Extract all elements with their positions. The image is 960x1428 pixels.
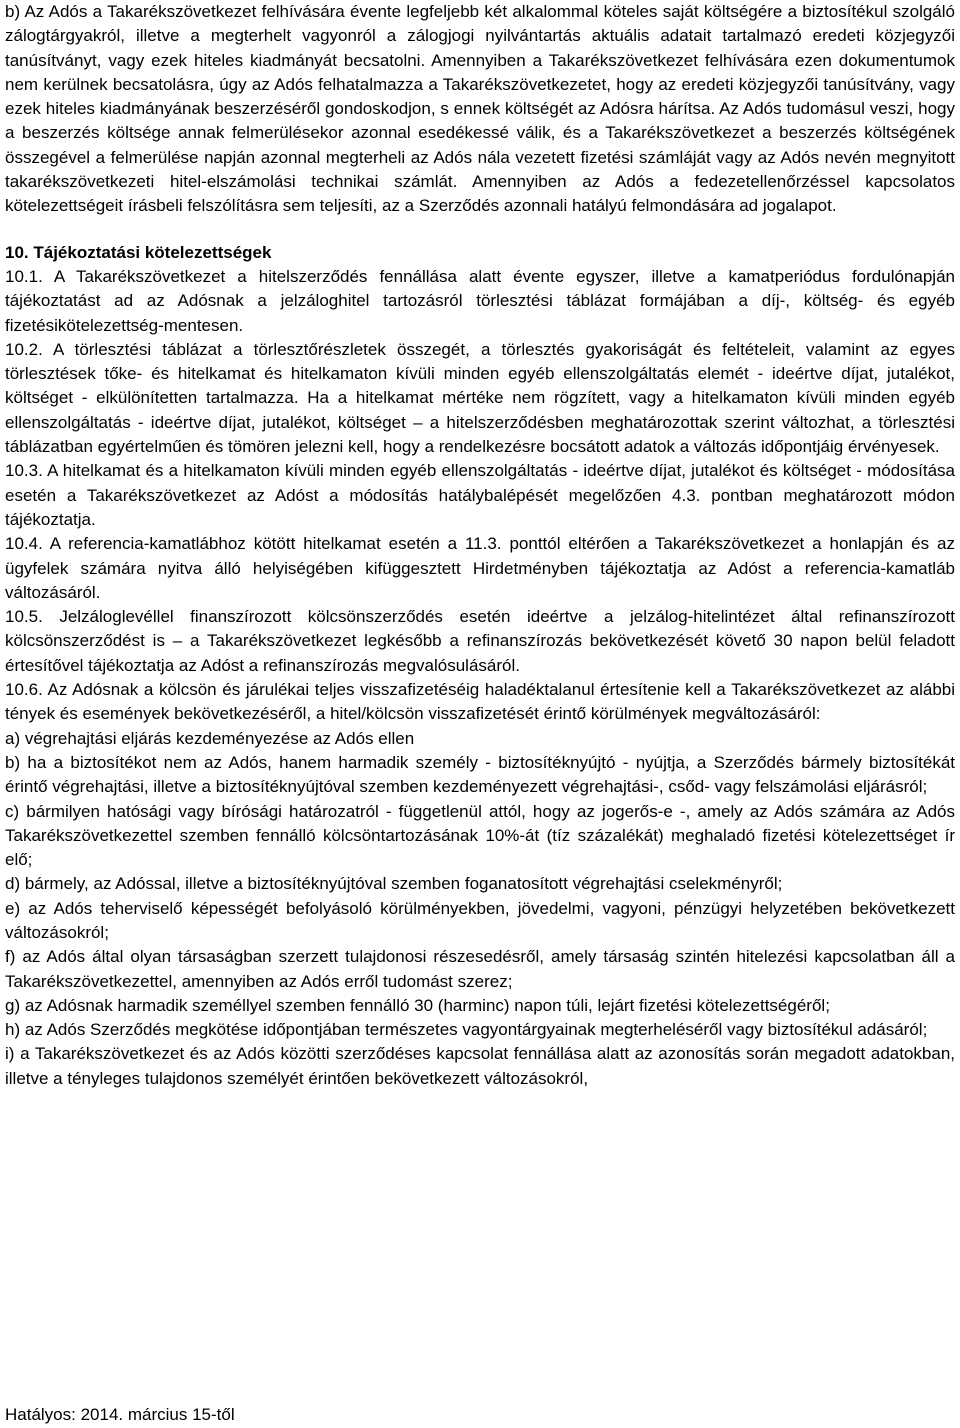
section-heading: 10. Tájékoztatási kötelezettségek <box>5 242 272 262</box>
list-item-f: f) az Adós által olyan társaságban szerzett tulajdonosi részesedésről, amely társaság szintén hitelezési kapcsolatban áll a Takarékszövetkezettel, amennyiben az Adós erről tudomást szerez; <box>5 947 955 991</box>
intro-paragraph: b) Az Adós a Takarékszövetkezet felhívására évente legfeljebb két alkalommal köteles saját költségére a biztosítékul szolgáló zálogtárgyakról, illetve a megterhelt vagyonról a zálogjogi nyilvántartás aktuális adatait tartalmazó eredeti közjegyzői tanúsítványt, vagy ezek hiteles kiadmányát becsatolni. Amennyiben a Takarékszövetkezet felhívására ezen dokumentumok nem kerülnek becsatolásra, úgy az Adós felhatalmazza a Takarékszövetkezetet, hogy az eredeti közjegyzői tanúsítvány, vagy ezek hiteles kiadmányának beszerzéséről gondoskodjon, s ennek költségét az Adósra hárítsa. Az Adós tudomásul veszi, hogy a beszerzés költsége annak felmerülésekor azonnal esedékessé válik, és a Takarékszövetkezet a beszerzés költségének összegével a felmerülése napján azonnal megterheli az Adós nála vezetett fizetési számláját vagy az Adós nevén megnyitott takarékszövetkezeti hitel-elszámolási technikai számlát. Amennyiben az Adós a fedezetellenőrzéssel kapcsolatos kötelezettségeit írásbeli felszólításra sem teljesíti, az a Szerződés azonnali hatályú felmondására ad jogalapot. <box>5 2 955 216</box>
paragraph-10-5: 10.5. Jelzáloglevéllel finanszírozott kölcsönszerződés esetén ideértve a jelzálog-hitelintézet által refinanszírozott kölcsönszerződést is – a Takarékszövetkezet legkésőbb a refinanszírozás bekövetkezését követő 30 napon belül feladott értesítővel tájékoztatja az Adóst a refinanszírozás megvalósulásáról. <box>5 607 955 675</box>
list-item-i: i) a Takarékszövetkezet és az Adós közötti szerződéses kapcsolat fennállása alatt az azonosítás során megadott adatokban, illetve a tényleges tulajdonos személyét érintően bekövetkezett változásokról, <box>5 1044 955 1088</box>
paragraph-10-2: 10.2. A törlesztési táblázat a törlesztőrészletek összegét, a törlesztés gyakoriságát és feltételeit, valamint az egyes törlesztések tőke- és hitelkamat és hitelkamaton kívüli minden egyéb ellenszolgáltatás elemét - ideértve díjat, jutalékot, költséget - elkülönítetten tartalmazza. Ha a hitelkamat mértéke nem rögzített, vagy a hitelkamaton kívüli minden egyéb ellenszolgáltatás - ideértve díjat, jutalékot, költséget – a hitelszerződésben meghatározottak szerint változhat, a törlesztési táblázatban egyértelműen és tömören jelezni kell, hogy a rendelkezésre bocsátott adatok a változás időpontjáig érvényesek. <box>5 339 955 457</box>
list-item-a: a) végrehajtási eljárás kezdeményezése az Adós ellen <box>5 728 415 748</box>
list-item-g: g) az Adósnak harmadik személlyel szemben fennálló 30 (harminc) napon túli, lejárt fizetési kötelezettségéről; <box>5 995 830 1015</box>
footer-effective-date: Hatályos: 2014. március 15-től <box>5 1405 235 1424</box>
list-item-h: h) az Adós Szerződés megkötése időpontjában természetes vagyontárgyainak megterheléséről vagy biztosítékul adásáról; <box>5 1020 928 1040</box>
paragraph-10-1: 10.1. A Takarékszövetkezet a hitelszerződés fennállása alatt évente egyszer, illetve a kamatperiódus fordulónapján tájékoztatást ad az Adósnak a jelzáloghitel tartozásról törlesztési táblázat formájában a díj-, költség- és egyéb fizetésikötelezettség-mentesen. <box>5 266 955 335</box>
paragraph-10-3: 10.3. A hitelkamat és a hitelkamaton kívüli minden egyéb ellenszolgáltatás - ideértve díjat, jutalékot és költséget - módosítása esetén a Takarékszövetkezet az Adóst a módosítás hatálybalépését megelőzően 4.3. pontban meghatározott módon tájékoztatja. <box>5 461 955 529</box>
document-body <box>5 0 955 1091</box>
list-item-d: d) bármely, az Adóssal, illetve a biztosítéknyújtóval szemben foganatosított végrehajtási cselekményről; <box>5 874 783 894</box>
paragraph-10-4: 10.4. A referencia-kamatlábhoz kötött hitelkamat esetén a 11.3. ponttól eltérően a Takarékszövetkezet a honlapján és az ügyfelek számára nyitva álló helyiségében kifüggesztett Hirdetményben tájékoztatja az Adóst a referencia-kamatláb változásáról. <box>5 534 955 602</box>
list-item-e: e) az Adós teherviselő képességét befolyásoló körülményekben, jövedelmi, vagyoni, pénzügyi helyzetében bekövetkezett változásokról; <box>5 898 955 942</box>
paragraph-10-6: 10.6. Az Adósnak a kölcsön és járulékai teljes visszafizetéséig haladéktalanul értesítenie kell a Takarékszövetkezet az alábbi tények és események bekövetkezéséről, a hitel/kölcsön visszafizetését érintő körülmények megváltozásáról: <box>5 680 955 724</box>
spacer <box>5 219 955 241</box>
list-item-b: b) ha a biztosítékot nem az Adós, hanem harmadik személy - biztosítéknyújtó - nyújtja, a Szerződés bármely biztosítékát érintő végrehajtási, illetve a biztosítéknyújtóval szemben kezdeményezett végrehajtási-, csőd- vagy felszámolási eljárásról; <box>5 752 955 797</box>
list-item-c: c) bármilyen hatósági vagy bírósági határozatról - függetlenül attól, hogy az jogerős-e -, amely az Adós számára az Adós Takarékszövetkezettel szemben fennálló kölcsöntartozásának 10%-át (tíz százalékát) meghaladó fizetési kötelezettséget ír elő; <box>5 801 955 870</box>
